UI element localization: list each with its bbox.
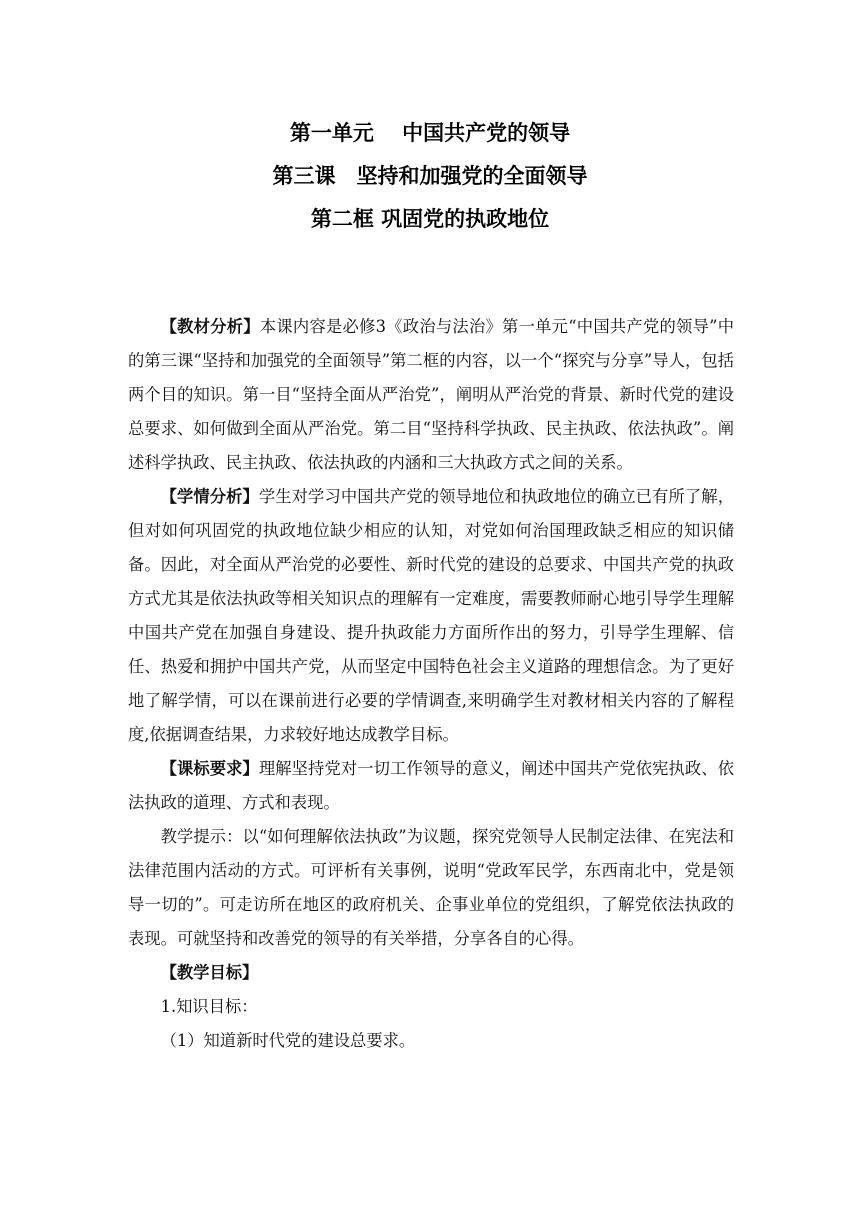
title-block [0,112,860,241]
unit-title: 第一单元 中国共产党的领导 [289,121,571,145]
curriculum-paragraph [128,752,734,820]
student-analysis-label: 【学情分析】 [160,487,259,506]
frame-title: 第二框 巩固党的执政地位 [310,207,550,231]
textbook-analysis-label: 【教材分析】 [160,317,260,336]
lesson-title: 第三课 坚持和加强党的全面领导 [272,164,588,188]
curriculum-text: 理解坚持党对一切工作领导的意义，阐述中国共产党依宪执政、依法执政的道理、方式和表现。 [128,759,734,812]
student-analysis-text: 学生对学习中国共产党的领导地位和执政地位的确立已有所了解，但对如何巩固党的执政地位缺少相应的认知，对党如何治国理政缺乏相应的知识储备。因此，对全面从严治党的必要性、新时代党的建设的总要求、中国共产党的执政方式尤其是依法执政等相关知识点的理解有一定难度，需要教师耐心地引导学生理解中国共产党在加强自身建设、提升执政能力方面所作出的努力，引导学生理解、信任、热爱和拥护中国共产党，从而坚定中国特色社会主义道路的理想信念。为了更好地了解学情，可以在课前进行必要的学情调查,来明确学生对教材相关内容的了解程度,依据调查结果，力求较好地达成教学目标。 [128,487,734,744]
document-body [128,310,734,1058]
curriculum-label: 【课标要求】 [160,759,259,778]
textbook-analysis-text: 本课内容是必修3《政治与法治》第一单元“中国共产党的领导”中的第三课“坚持和加强党的全面领导”第二框的内容，以一个“探究与分享”导人，包括两个目的知识。第一目“坚持全面从严治党”，阐明从严治党的背景、新时代党的建设总要求、如何做到全面从严治党。第二目“坚持科学执政、民主执政、依法执政”。阐述科学执政、民主执政、依法执政的内涵和三大执政方式之间的关系。 [128,317,734,472]
knowledge-goal-item: 1.知识目标： [160,997,258,1016]
textbook-analysis-paragraph [128,310,734,480]
student-analysis-paragraph [128,480,734,752]
goal-subitem-1: （1）知道新时代党的建设总要求。 [160,1031,416,1050]
teaching-goals-heading: 【教学目标】 [160,963,259,982]
teaching-tip-paragraph: 教学提示：以“如何理解依法执政”为议题，探究党领导人民制定法律、在宪法和法律范围内活动的方式。可评析有关事例，说明“党政军民学，东西南北中，党是领导一切的”。可走访所在地区的政府机关、企事业单位的党组织，了解党依法执政的表现。可就坚持和改善党的领导的有关举措，分享各自的心得。 [128,827,734,948]
